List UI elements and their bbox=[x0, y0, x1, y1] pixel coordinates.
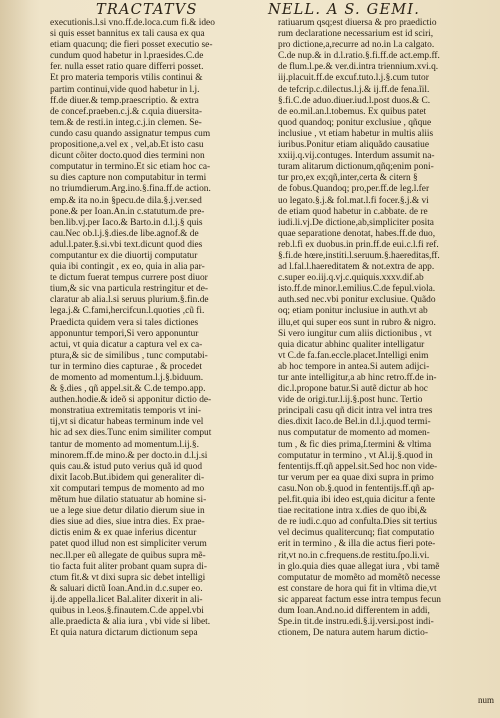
text-line: de momento ad momentum.l.j.§.biduum. bbox=[50, 373, 204, 383]
text-line: tur ante intelligitur,a ab hinc retro.ff.de in- bbox=[278, 373, 437, 383]
text-line: propositione,a.vel ex , vel,ab.Et isto casu bbox=[50, 140, 204, 151]
text-line: de concef.praeben.c.j.& c.quia diuersita- bbox=[50, 106, 203, 117]
text-line: vide de origi.tur.l.ij.§.post hunc. Tertio bbox=[278, 395, 423, 406]
text-line: oq; etiam ponitur inclusiue in auth.vt ab bbox=[278, 306, 428, 317]
text-line: te dictum fuerat tempus currere post diuor bbox=[50, 273, 208, 284]
text-line: vt C.de fa.fan.eccle.placet.Intelligi enim bbox=[278, 350, 429, 361]
text-line: tij,vt si dicatur habeas terminum inde vel bbox=[50, 417, 204, 428]
text-line: tur pro,ex ex;qñ,inter,certa & citern § bbox=[278, 173, 418, 184]
text-line: & §.dies , qñ appel.sit.& C.de tempo.app. bbox=[50, 384, 206, 395]
text-line: reb.l.fi ex duobus.in prin.ff.de eui.c.l.fi ref. bbox=[278, 239, 439, 250]
text-line: ptura,& sic de similibus , tunc computabi- bbox=[50, 350, 208, 361]
text-line: patet quod illud non est simpliciter verum bbox=[50, 539, 207, 550]
text-line: ctum fit.& vt dixi supra sic debet intelligi bbox=[50, 572, 206, 583]
text-line: §.fi.C.de aduo.diuer.iud.l.post duos.& C. bbox=[278, 95, 431, 106]
text-line: si quis esset bannitus ex tali causa ex qua bbox=[50, 29, 205, 40]
text-line: erit in termino , & illa die actus fieri pote- bbox=[278, 539, 436, 550]
running-header-left: TRACTATVS bbox=[96, 2, 198, 18]
text-line: lega.j.& C.fami,hercifcun.l.quoties ,cũ fi. bbox=[50, 306, 205, 317]
text-line: inclusiue , vt etiam habetur in multis aliis bbox=[278, 128, 434, 139]
text-line: c.super eo.iij.q.vj.c.quiquis.xxxv.dif.ab bbox=[278, 273, 424, 284]
text-line: de flum.l.pe.& ver.di.intra triennium.xvi.q. bbox=[278, 62, 439, 73]
text-line: & saluari dictũ Ioan.And.in d.c.super eo. bbox=[50, 583, 203, 594]
text-line: tum , & fic dies prima,ſ.termini & vltima bbox=[278, 439, 432, 450]
text-line: adul.l.pater.§.si.vbi text.dicunt quod dies bbox=[50, 239, 203, 250]
text-line: actui, vt quia dicatur a captura vel ex ca- bbox=[50, 339, 203, 350]
text-line: in glo.quia dies quae allegat iura , vbi tamẽ bbox=[278, 561, 440, 572]
text-line: pro dictione,a,recurre ad no.in l.a calgato. bbox=[278, 40, 435, 51]
text-line: cau.Nec ob.l.j.§.dies.de libe.agnof.& de bbox=[50, 228, 199, 239]
text-line: de tefcrip.c.dilectus.l.j.& ij.ff.de fena.ĩil. bbox=[278, 84, 430, 95]
text-line: claratur ab alia.l.si seruus plurium.§.fin.de bbox=[50, 295, 209, 306]
text-line: tium,& sic vna particula restringitur et de- bbox=[50, 284, 209, 295]
text-line: emp.& ita no.in §pecu.de dila.§.j.ver.sed bbox=[50, 195, 202, 206]
text-line: iij.placuit.ff.de excuf.tuto.l.j.§.cum tutor bbox=[278, 73, 429, 84]
left-text-column bbox=[50, 18, 272, 639]
text-line: uo legato.§.j.& fol.mat.l.fi focer.§.j.& vi bbox=[278, 195, 429, 206]
text-line: §.fi.de hœre,institi.l.seruum.§.haereditas,ff. bbox=[278, 250, 440, 261]
text-line: vel decimus qualitercunq; fiat computatio bbox=[278, 528, 435, 539]
text-line: computatur in termino.Et sic etiam hoc ca- bbox=[50, 162, 211, 173]
text-line: iudi.li.vj.De dictione,ab,simpliciter posita bbox=[278, 217, 434, 228]
text-line: etiam quacunq; die fieri posset executio se- bbox=[50, 40, 213, 51]
text-line: Et pro materia temporis vtilis continui & bbox=[50, 73, 203, 84]
text-line: fententijs.ff.qñ appel.sit.Sed hoc non vide- bbox=[278, 461, 438, 472]
text-line: fer. nulla esset ratio quare differri posset. bbox=[50, 62, 204, 73]
text-line: executionis.l.si vno.ff.de.loca.cum fi.& ideo bbox=[50, 18, 215, 28]
text-line: Si vero iungitur cum aliis dictionibus , vt bbox=[278, 328, 432, 339]
text-line: ad l.fal.l.haereditatem & not.extra de app. bbox=[278, 262, 435, 273]
text-line: tantur de momento ad momentum.l.ij.§. bbox=[50, 439, 199, 450]
text-line: quibus in l.eos.§.finautem.C.de appel.vbi bbox=[50, 605, 204, 616]
text-line: Praedicta quidem vera si tales dictiones bbox=[50, 317, 199, 328]
text-line: turam alitarum dictionum,qñq;enim poni- bbox=[278, 162, 434, 173]
text-line: dic.l.propone batur.Si autẽ dictur ab hoc bbox=[278, 384, 428, 395]
text-line: de eo.mil.an.l.tobemus. Ex quibus patet bbox=[278, 106, 427, 117]
text-line: tur in termino dies capturae , & procedet bbox=[50, 361, 203, 372]
catchword: num bbox=[477, 695, 494, 705]
text-line: computatur in termino , vt Al.ij.§.quod in bbox=[278, 450, 433, 461]
text-line: de re iudi.c.quo ad confulta.Dies sit tertius bbox=[278, 517, 438, 528]
text-line: monstratiua extremitatis temporis vt ini- bbox=[50, 406, 202, 417]
text-line: minorem.ff.de mino.& per docto.in d.l.j.si bbox=[50, 450, 208, 461]
text-line: quae separatione denotat, habes.ff.de duo, bbox=[278, 228, 436, 239]
text-line: mẽtum hue dilatio statuatur ab homine si- bbox=[50, 495, 207, 506]
text-line: ratiuarum qsq;est diuersa & pro praedictio bbox=[278, 18, 437, 28]
right-text-column bbox=[278, 18, 500, 639]
text-line: cundum quod habetur in l.praesides.C.de bbox=[50, 51, 204, 62]
text-line: nus computatur de momento ad momen- bbox=[278, 428, 430, 439]
text-line: ctionem, De natura autem harum dictio- bbox=[278, 628, 428, 639]
text-line: quod quandoq; ponitur exclusiue , qñque bbox=[278, 117, 432, 128]
text-line: no triumdierum.Arg.ino.§.fina.ff.de action. bbox=[50, 184, 211, 195]
text-line: dictis enim & ex quae inferius dicentur bbox=[50, 528, 197, 539]
running-header-right: NELL. A S. GEMI. bbox=[268, 2, 421, 18]
text-line: computantur ex die diuortij computatur bbox=[50, 250, 198, 261]
text-line: alle.praedicta & alia iura , vbi vide si libet. bbox=[50, 617, 211, 628]
text-line: dum Ioan.And.no.id differentem in addi, bbox=[278, 605, 430, 616]
text-line: computatur de momẽto ad momẽtõ necesse bbox=[278, 572, 441, 583]
text-line: quia ibi contingit , ex eo, quia in alia par- bbox=[50, 262, 205, 273]
text-line: su dies capture non computabitur in termi bbox=[50, 173, 207, 184]
text-line: dixit Iacob.But.ibidem qui generaliter di- bbox=[50, 472, 205, 483]
text-line: de fobus.Quandoq; pro,per.ff.de leg.l.fer bbox=[278, 184, 430, 195]
text-line: cundo casu quando assignatur tempus cum bbox=[50, 128, 211, 139]
text-line: tem.& de resti.in integ.c.j.in clemen. Se- bbox=[50, 117, 202, 128]
text-line: dies.dixit Iaco.de Bel.in d.l.j.quod termi- bbox=[278, 417, 431, 428]
text-line: partim continui,vide quod habetur in l.j. bbox=[50, 84, 200, 95]
text-line: pone.& per Ioan.An.in c.statutum.de pre- bbox=[50, 206, 205, 217]
text-line: casu.Non ob.§.quod in fententijs.ff.qñ ap- bbox=[278, 483, 435, 494]
text-line: principali casu qñ dicit intra vel intra tres bbox=[278, 406, 433, 417]
text-line: pel.fit.quia ibi ideo est,quia dicitur a fente bbox=[278, 495, 435, 506]
text-line: est constare de hora qui fit in vltima die,vt bbox=[278, 583, 437, 594]
text-line: quis cau.& istud puto verius quã id quod bbox=[50, 461, 203, 472]
text-line: tio facta fuit aliter probant quam supra di- bbox=[50, 561, 207, 572]
text-line: hic ad sex dies.Tunc enim similiter comput bbox=[50, 428, 212, 439]
text-line: ab hoc tempore in antea.Si autem adijci- bbox=[278, 361, 430, 372]
text-line: C.de nup.& in d.l.ratio.§.fi.ff.de act.emp.ff. bbox=[278, 51, 440, 62]
text-line: iuribus.Ponitur etiam aliquãdo causatiue bbox=[278, 140, 430, 151]
text-line: nec.ll.per eũ allegate de quibus supra mẽ- bbox=[50, 550, 206, 561]
text-line: auth.sed nec.vbi ponitur exclusiue. Quãdo bbox=[278, 295, 436, 306]
text-line: de etiam quod habetur in c.abbate. de re bbox=[278, 206, 428, 217]
text-line: Et quia natura dictarum dictionum sepa bbox=[50, 628, 198, 639]
text-line: authen.hodie.& ideõ si apponitur dictio de- bbox=[50, 395, 212, 406]
page-gutter-shadow bbox=[0, 0, 40, 718]
text-line: dicunt cõiter docto.quod dies termini non bbox=[50, 151, 205, 162]
text-line: rum declaratione necessarium est id sciri, bbox=[278, 29, 434, 40]
text-line: tur verum per ea quae dixi supra in primo bbox=[278, 472, 434, 483]
text-line: dies siue ad dies, siue intra dies. Ex prae- bbox=[50, 517, 205, 528]
text-line: xit computari tempus de momento ad mo bbox=[50, 483, 205, 494]
text-line: rit,vt no.in c.frequens.de restitu.ſpo.li.vi. bbox=[278, 550, 430, 561]
text-line: Spe.in tit.de instru.edi.§.ij.versi.post indi- bbox=[278, 617, 434, 628]
text-line: xxiij.q.vij.contuges. Interdum assumit na- bbox=[278, 151, 435, 162]
text-line: ue a lege siue detur dilatio dierum siue in bbox=[50, 506, 205, 517]
text-line: sic appareat factum esse intra tempus fecun bbox=[278, 594, 441, 605]
text-line: tiae recitatione intra x.dies de quo ibi,& bbox=[278, 506, 427, 517]
text-line: ij.de appella.licet Bal.aliter dixerit in ali- bbox=[50, 594, 203, 605]
text-line: quia dicatur abhinc qualiter intelligatur bbox=[278, 339, 425, 350]
text-line: ben.lib.vj.per Iaco.& Barto.in d.l.j.§ quis bbox=[50, 217, 203, 228]
text-line: isto.ff.de minor.l.emilius.C.de fepul.viola. bbox=[278, 284, 436, 295]
text-line: ff.de diuer.& temp.praescriptio. & extra bbox=[50, 95, 199, 106]
text-line: illu,et qui super eos sunt in rubro & nigro. bbox=[278, 317, 436, 328]
text-line: apponuntur tempori,Si vero apponuntur bbox=[50, 328, 199, 339]
